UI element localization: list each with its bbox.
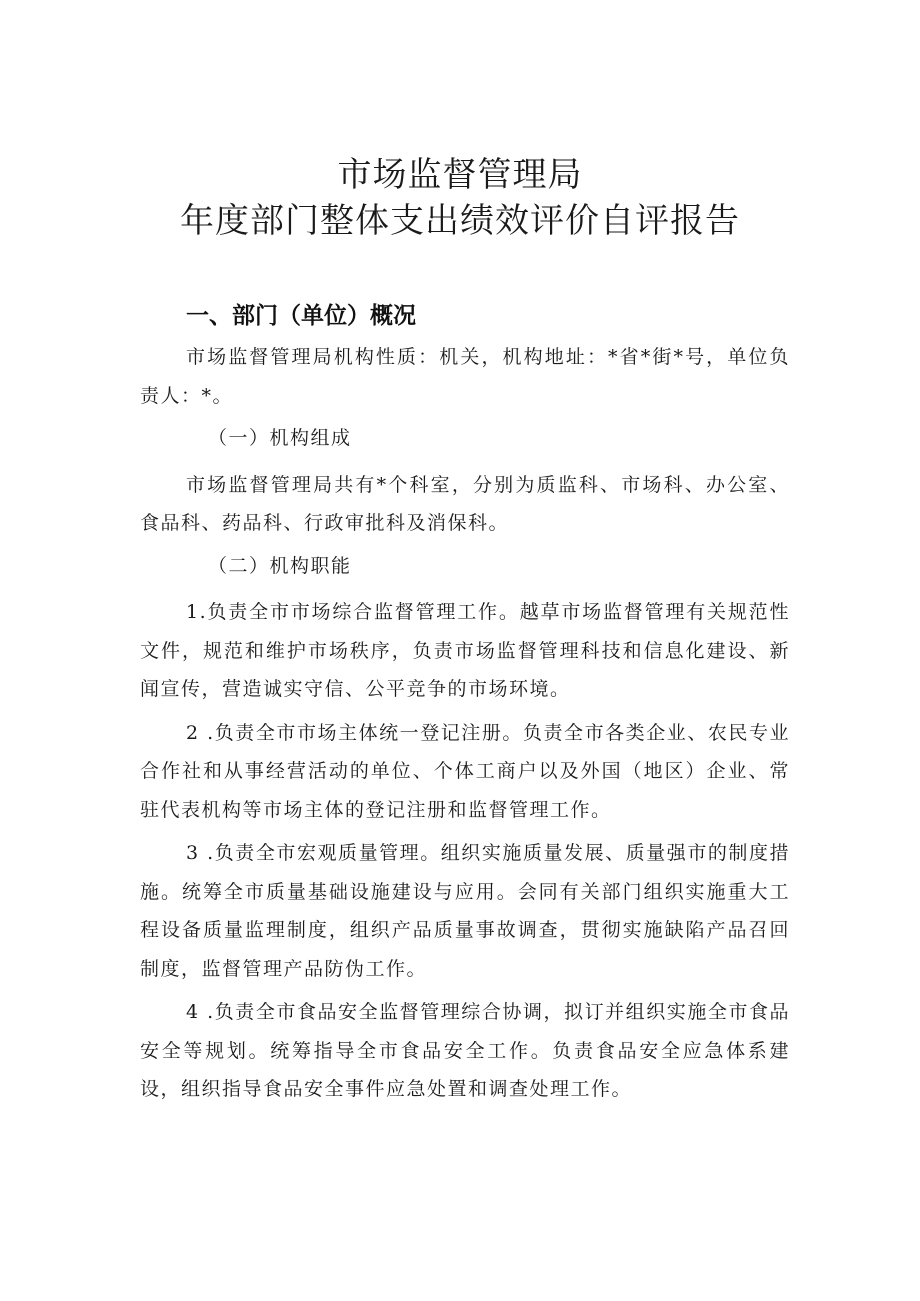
title-line-1: 市场监督管理局 xyxy=(337,155,583,195)
function-item-1: 1.负责全市市场综合监督管理工作。越草市场监督管理有关规范性文件，规范和维护市场秩序，负责市场监督管理科技和信息化建设、新闻宣传，营造诚实守信、公平竞争的市场环境。 xyxy=(140,601,790,700)
organization-paragraph: 市场监督管理局共有*个科室，分别为质监科、市场科、办公室、食品科、药品科、行政审批科及消保科。 xyxy=(140,473,790,534)
document-body xyxy=(140,296,790,1114)
subheading-organization: （一）机构组成 xyxy=(208,427,352,449)
function-item-4: 4 .负责全市食品安全监督管理综合协调，拟订并组织实施全市食品安全等规划。统筹指导全市食品安全工作。负责食品安全应急体系建设，组织指导食品安全事件应急处置和调查处理工作。 xyxy=(140,1001,790,1100)
intro-paragraph: 市场监督管理局机构性质：机关，机构地址：*省*街*号，单位负责人：*。 xyxy=(140,346,790,407)
section-heading-overview: 一、部门（单位）概况 xyxy=(186,303,416,329)
function-item-3: 3 .负责全市宏观质量管理。组织实施质量发展、质量强市的制度措施。统筹全市质量基础设施建设与应用。会同有关部门组织实施重大工程设备质量监理制度，组织产品质量事故调查，贯彻实施缺陷产品召回制度，监督管理产品防伪工作。 xyxy=(140,842,790,980)
document-title xyxy=(0,152,920,244)
function-item-2: 2 .负责全市市场主体统一登记注册。负责全市各类企业、农民专业合作社和从事经营活动的单位、个体工商户以及外国（地区）企业、常驻代表机构等市场主体的登记注册和监督管理工作。 xyxy=(140,721,790,821)
subheading-functions: （二）机构职能 xyxy=(208,554,352,577)
title-line-2: 年度部门整体支出绩效评价自评报告 xyxy=(180,201,740,241)
